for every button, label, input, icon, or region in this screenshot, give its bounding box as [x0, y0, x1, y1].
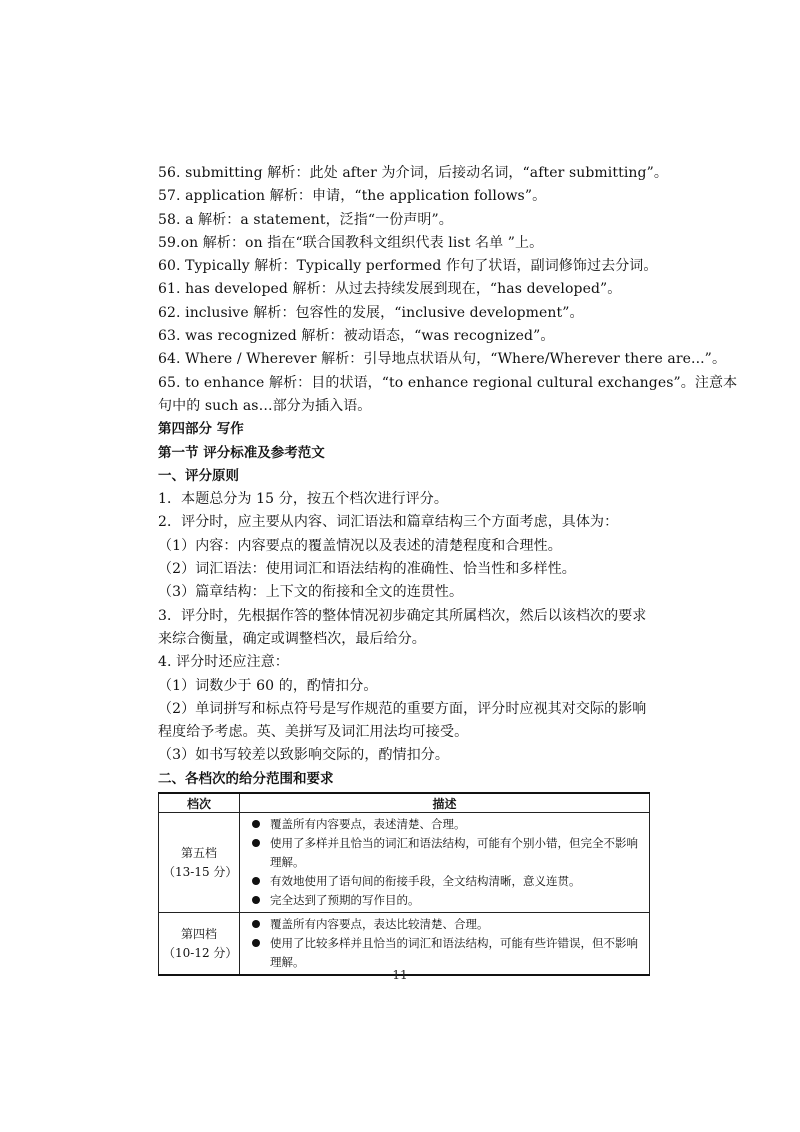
table-header-grade: 档次: [159, 793, 240, 813]
section-title: 第四部分 写作: [158, 421, 244, 438]
grade-range: （10-12 分）: [163, 945, 238, 960]
rule-4-word-count: （1）词数少于 60 的，酌情扣分。: [158, 677, 378, 694]
table-row: [159, 913, 650, 976]
answer-65-line2: 句中的 such as…部分为插入语。: [158, 397, 372, 414]
grading-table: [158, 792, 650, 976]
rule-2: 2．评分时，应主要从内容、词汇语法和篇章结构三个方面考虑，具体为：: [158, 514, 619, 531]
answer-56: 56. submitting 解析：此处 after 为介词，后接动名词，“after submitting”。: [158, 165, 668, 181]
answer-62: 62. inclusive 解析：包容性的发展，“inclusive development”。: [158, 304, 584, 321]
document-page: [158, 162, 738, 976]
rule-3-line1: 3．评分时，先根据作答的整体情况初步确定其所属档次，然后以该档次的要求: [158, 607, 647, 624]
answer-61: 61. has developed 解析：从过去持续发展到现在，“has developed”。: [158, 281, 622, 298]
rule-4-spelling-line1: （2）单词拼写和标点符号是写作规范的重要方面，评分时应视其对交际的影响: [158, 700, 647, 717]
rule-4: 4. 评分时还应注意：: [158, 654, 289, 671]
table-header-row: [159, 793, 650, 813]
bullet-icon: [252, 939, 260, 947]
description-cell: [240, 813, 650, 913]
answer-63: 63. was recognized 解析：被动语态，“was recognized”。: [158, 328, 555, 345]
answer-60: 60. Typically 解析：Typically performed 作句了状语，副词修饰过去分词。: [158, 258, 658, 275]
list-item: 覆盖所有内容要点，表达比较清楚、合理。: [244, 915, 645, 934]
grade-range: （13-15 分）: [163, 864, 238, 879]
bullet-icon: [252, 820, 260, 828]
rule-3-line2: 来综合衡量，确定或调整档次，最后给分。: [158, 630, 426, 647]
rule-2-vocab-grammar: （2）词汇语法：使用词汇和语法结构的准确性、恰当性和多样性。: [158, 561, 576, 578]
grade-cell: [159, 813, 240, 913]
table-header-description: 描述: [240, 793, 650, 813]
list-item: 覆盖所有内容要点，表述清楚、合理。: [244, 815, 645, 834]
bullet-icon: [252, 877, 260, 885]
bullet-icon: [252, 920, 260, 928]
list-item: 有效地使用了语句间的衔接手段，全文结构清晰，意义连贯。: [244, 872, 645, 891]
rule-2-content: （1）内容：内容要点的覆盖情况以及表述的清楚程度和合理性。: [158, 537, 562, 554]
list-item: 完全达到了预期的写作目的。: [244, 891, 645, 910]
subsection-title: 第一节 评分标准及参考范文: [158, 444, 325, 461]
grade-cell: [159, 913, 240, 976]
grade-name: 第五档: [180, 845, 217, 860]
rule-1: 1．本题总分为 15 分，按五个档次进行评分。: [158, 491, 448, 508]
description-cell: [240, 913, 650, 976]
bullet-icon: [252, 839, 260, 847]
grade-name: 第四档: [180, 926, 217, 941]
page-number: 11: [392, 968, 408, 982]
answer-64: 64. Where / Wherever 解析：引导地点状语从句，“Where/Wherever there are...”。: [158, 351, 727, 368]
bullet-icon: [252, 896, 260, 904]
table-row: [159, 813, 650, 913]
answer-57: 57. application 解析：申请，“the application follows”。: [158, 188, 547, 205]
rule-2-structure: （3）篇章结构：上下文的衔接和全文的连贯性。: [158, 584, 464, 601]
part1-title: 一、评分原则: [158, 467, 239, 484]
answer-59: 59.on 解析：on 指在“联合国教科文组织代表 list 名单 ”上。: [158, 234, 544, 251]
answer-65-line1: 65. to enhance 解析：目的状语，“to enhance regional cultural exchanges”。注意本: [158, 374, 738, 391]
list-item: 使用了比较多样并且恰当的词汇和语法结构，可能有些许错误，但不影响理解。: [244, 934, 645, 972]
answer-58: 58. a 解析：a statement，泛指“一份声明”。: [158, 211, 453, 228]
part2-title: 二、各档次的给分范围和要求: [158, 770, 334, 787]
list-item: 使用了多样并且恰当的词汇和语法结构，可能有个别小错，但完全不影响理解。: [244, 834, 645, 872]
rule-4-handwriting: （3）如书写较差以致影响交际的，酌情扣分。: [158, 747, 450, 764]
rule-4-spelling-line2: 程度给予考虑。英、美拼写及词汇用法均可接受。: [158, 724, 469, 741]
